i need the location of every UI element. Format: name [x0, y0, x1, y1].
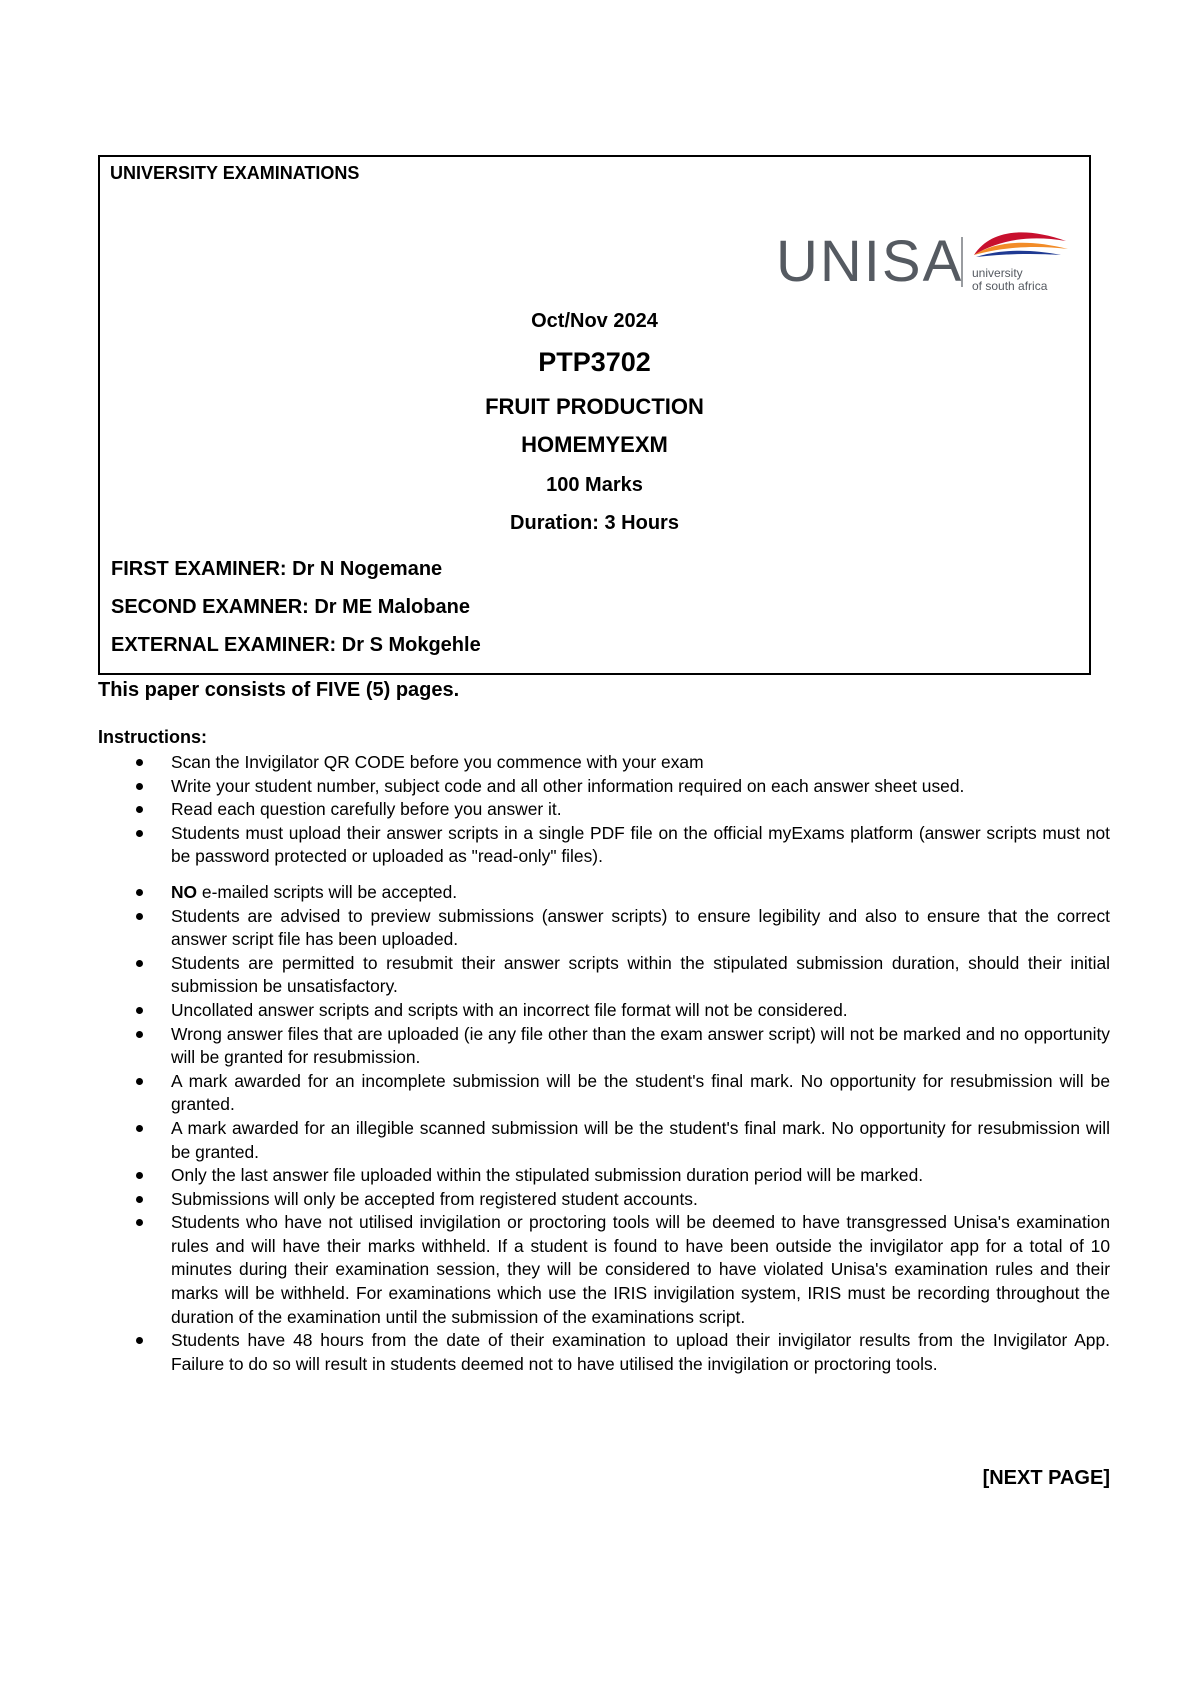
total-marks: 100 Marks	[546, 474, 643, 496]
exam-session: Oct/Nov 2024	[531, 310, 658, 332]
bullet-icon	[136, 783, 143, 790]
cover-box	[98, 155, 1091, 675]
external-examiner-label: EXTERNAL EXAMINER:	[111, 634, 337, 656]
instruction-item: Read each question carefully before you answer it.	[136, 798, 1110, 822]
instruction-item: NO e-mailed scripts will be accepted.	[136, 881, 1110, 905]
bullet-icon	[136, 759, 143, 766]
bullet-icon	[136, 1125, 143, 1132]
instruction-item: Write your student number, subject code and all other information required on each answer sheet used.	[136, 775, 1110, 799]
logo-tagline-line2: of south africa	[972, 279, 1048, 293]
first-examiner-name: Dr N Nogemane	[292, 558, 443, 580]
bullet-icon	[136, 1196, 143, 1203]
instructions-title: Instructions:	[98, 727, 208, 747]
bullet-icon	[136, 960, 143, 967]
page-count-note: This paper consists of FIVE (5) pages.	[98, 679, 460, 701]
bullet-icon	[136, 1078, 143, 1085]
instruction-item: Only the last answer file uploaded within the stipulated submission duration period will be marked.	[136, 1164, 1110, 1188]
bullet-icon	[136, 889, 143, 896]
instruction-item: Students who have not utilised invigilation or proctoring tools will be deemed to have transgressed Unisa's examination rules and will have their marks withheld. If a student is found to have been outside the invigilator app for a total of 10 minutes during their examination session, they will be considered to have violated Unisa's examination rules and their marks will be withheld. For examinations which use the IRIS invigilation system, IRIS must be recording throughout the duration of the examination until the submission of the examinations script.	[136, 1211, 1110, 1329]
logo-swoosh-blue	[976, 251, 1061, 257]
unisa-logo	[776, 219, 1076, 299]
instruction-emphasis: NO	[171, 881, 198, 902]
instruction-item: Students must upload their answer scripts in a single PDF file on the official myExams platform (answer scripts must not be password protected or uploaded as "read-only" files).	[136, 822, 1110, 869]
external-examiner-name: Dr S Mokgehle	[341, 634, 481, 656]
module-code: PTP3702	[538, 347, 651, 377]
instruction-item: Students are advised to preview submissions (answer scripts) to ensure legibility and also to ensure that the correct answer script file has been uploaded.	[136, 905, 1110, 952]
instruction-list	[136, 751, 1110, 1376]
first-examiner	[111, 558, 442, 581]
exam-type: HOMEMYEXM	[521, 432, 668, 457]
second-examiner	[111, 596, 470, 619]
next-page-marker: [NEXT PAGE]	[982, 1467, 1110, 1489]
bullet-icon	[136, 1219, 143, 1226]
instruction-item: A mark awarded for an incomplete submission will be the student's final mark. No opportunity for resubmission will be granted.	[136, 1070, 1110, 1117]
bullet-icon	[136, 1007, 143, 1014]
instruction-item: Students have 48 hours from the date of their examination to upload their invigilator results from the Invigilator App. Failure to do so will result in students deemed not to have utilised the invigilation or proctoring tools.	[136, 1329, 1110, 1376]
instruction-item: Students are permitted to resubmit their answer scripts within the stipulated submission duration, should their initial submission be unsatisfactory.	[136, 952, 1110, 999]
instruction-item: Submissions will only be accepted from registered student accounts.	[136, 1188, 1110, 1212]
logo-tagline-line1: university	[972, 266, 1023, 280]
logo-wordmark: UNISA	[776, 229, 964, 294]
bullet-icon	[136, 806, 143, 813]
external-examiner	[111, 634, 481, 657]
instruction-item: Uncollated answer scripts and scripts with an incorrect file format will not be considered.	[136, 999, 1110, 1023]
bullet-icon	[136, 1172, 143, 1179]
university-examinations-heading: UNIVERSITY EXAMINATIONS	[110, 163, 360, 183]
bullet-icon	[136, 913, 143, 920]
unisa-logo-graphic	[776, 219, 1076, 299]
bullet-icon	[136, 1031, 143, 1038]
first-examiner-label: FIRST EXAMINER:	[111, 558, 287, 580]
instruction-item: A mark awarded for an illegible scanned submission will be the student's final mark. No opportunity for resubmission will be granted.	[136, 1117, 1110, 1164]
instruction-item: Scan the Invigilator QR CODE before you commence with your exam	[136, 751, 1110, 775]
bullet-icon	[136, 1337, 143, 1344]
instruction-item: Wrong answer files that are uploaded (ie any file other than the exam answer script) will not be marked and no opportunity will be granted for resubmission.	[136, 1023, 1110, 1070]
bullet-icon	[136, 830, 143, 837]
module-name: FRUIT PRODUCTION	[485, 394, 704, 419]
exam-duration: Duration: 3 Hours	[510, 512, 679, 534]
second-examiner-name: Dr ME Malobane	[314, 596, 470, 618]
second-examiner-label: SECOND EXAMNER:	[111, 596, 309, 618]
